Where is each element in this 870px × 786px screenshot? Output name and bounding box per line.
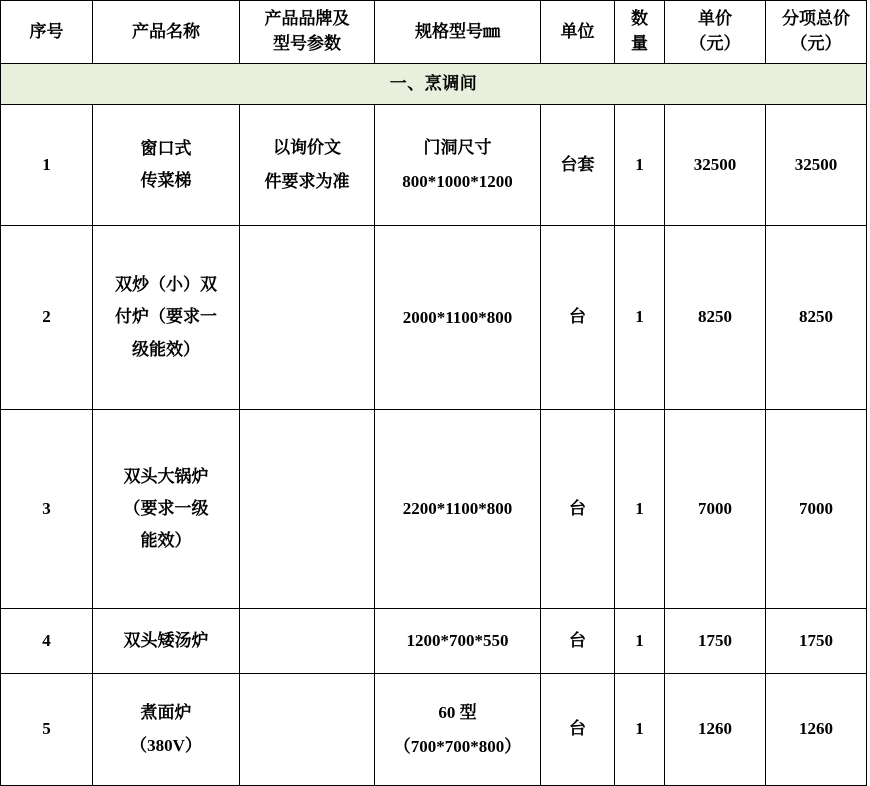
row-spec [375, 609, 541, 674]
row-qty: 1 [615, 105, 665, 226]
table-row [1, 226, 867, 410]
row-name-line: 传菜梯 [140, 171, 192, 190]
row-name-line: 级能效） [132, 339, 200, 359]
header-total-line2: （元） [790, 34, 842, 53]
section-title: 一、烹调间 [1, 64, 867, 105]
header-unit-line1: 单位 [560, 21, 595, 41]
section-header-row [1, 64, 867, 105]
header-qty-line1: 数 [631, 9, 648, 29]
row-spec [375, 410, 541, 609]
row-qty: 1 [615, 609, 665, 674]
row-spec-line: （700*700*800） [393, 736, 522, 756]
row-qty: 1 [615, 410, 665, 609]
row-qty: 1 [615, 674, 665, 786]
row-total: 1750 [766, 609, 867, 674]
header-total-line1: 分项总价 [782, 9, 850, 29]
row-name-line: 双头矮汤炉 [123, 630, 209, 650]
row-spec-line: 门洞尺寸 [423, 138, 492, 157]
header-row [1, 1, 867, 64]
row-brand [240, 226, 375, 410]
header-cell-spec [375, 1, 541, 64]
row-brand [240, 410, 375, 609]
row-spec-line: 2200*1100*800 [402, 499, 513, 518]
row-name-line: （要求一级 [123, 498, 209, 518]
table-row [1, 410, 867, 609]
row-name [93, 105, 240, 226]
row-name-line: 煮面炉 [140, 703, 192, 723]
row-no: 1 [1, 105, 93, 226]
row-price: 1260 [665, 674, 766, 786]
row-spec-line: 800*1000*1200 [402, 172, 513, 191]
row-name-line: 窗口式 [140, 138, 192, 158]
row-price: 7000 [665, 410, 766, 609]
header-brand-line1: 产品品牌及 [264, 9, 350, 29]
row-name-line: 双头大锅炉 [123, 466, 209, 486]
row-no: 5 [1, 674, 93, 786]
header-cell-name [93, 1, 240, 64]
row-brand-line: 以询价文 [273, 138, 341, 157]
table-header [1, 1, 867, 64]
row-no: 2 [1, 226, 93, 410]
row-price: 32500 [665, 105, 766, 226]
header-qty-line2: 量 [631, 34, 648, 53]
header-cell-qty [615, 1, 665, 64]
row-total: 1260 [766, 674, 867, 786]
header-name-line1: 产品名称 [132, 21, 200, 41]
row-brand-line: 件要求为准 [264, 172, 350, 191]
row-total: 32500 [766, 105, 867, 226]
row-qty: 1 [615, 226, 665, 410]
header-price-line2: （元） [689, 34, 741, 53]
table-row [1, 105, 867, 226]
header-price-line1: 单价 [698, 9, 732, 29]
row-spec-line: 1200*700*550 [406, 631, 509, 650]
table-body [1, 64, 867, 786]
table-row [1, 609, 867, 674]
row-brand [240, 105, 375, 226]
row-name-line: 能效） [140, 531, 192, 551]
row-brand [240, 674, 375, 786]
row-brand [240, 609, 375, 674]
row-unit: 台套 [541, 105, 615, 226]
row-unit: 台 [541, 609, 615, 674]
row-spec-line: 2000*1100*800 [402, 307, 513, 327]
row-no: 4 [1, 609, 93, 674]
row-name-line: 付炉（要求一 [115, 307, 217, 327]
row-name [93, 410, 240, 609]
header-cell-price [665, 1, 766, 64]
row-name-line: （380V） [130, 735, 202, 755]
row-name-line: 双炒（小）双 [115, 275, 217, 295]
header-spec-line1: 规格型号㎜ [415, 21, 500, 41]
header-cell-no [1, 1, 93, 64]
row-unit: 台 [541, 410, 615, 609]
row-spec [375, 226, 541, 410]
row-name [93, 226, 240, 410]
header-cell-brand [240, 1, 375, 64]
header-brand-line2: 型号参数 [273, 34, 341, 53]
row-name [93, 609, 240, 674]
row-total: 8250 [766, 226, 867, 410]
header-cell-total [766, 1, 867, 64]
row-spec [375, 674, 541, 786]
row-price: 1750 [665, 609, 766, 674]
row-spec-line: 60 型 [438, 702, 477, 722]
row-name [93, 674, 240, 786]
row-unit: 台 [541, 674, 615, 786]
row-total: 7000 [766, 410, 867, 609]
header-cell-unit [541, 1, 615, 64]
table-row [1, 674, 867, 786]
header-no-line1: 序号 [29, 21, 64, 41]
row-spec [375, 105, 541, 226]
row-no: 3 [1, 410, 93, 609]
row-unit: 台 [541, 226, 615, 410]
row-price: 8250 [665, 226, 766, 410]
